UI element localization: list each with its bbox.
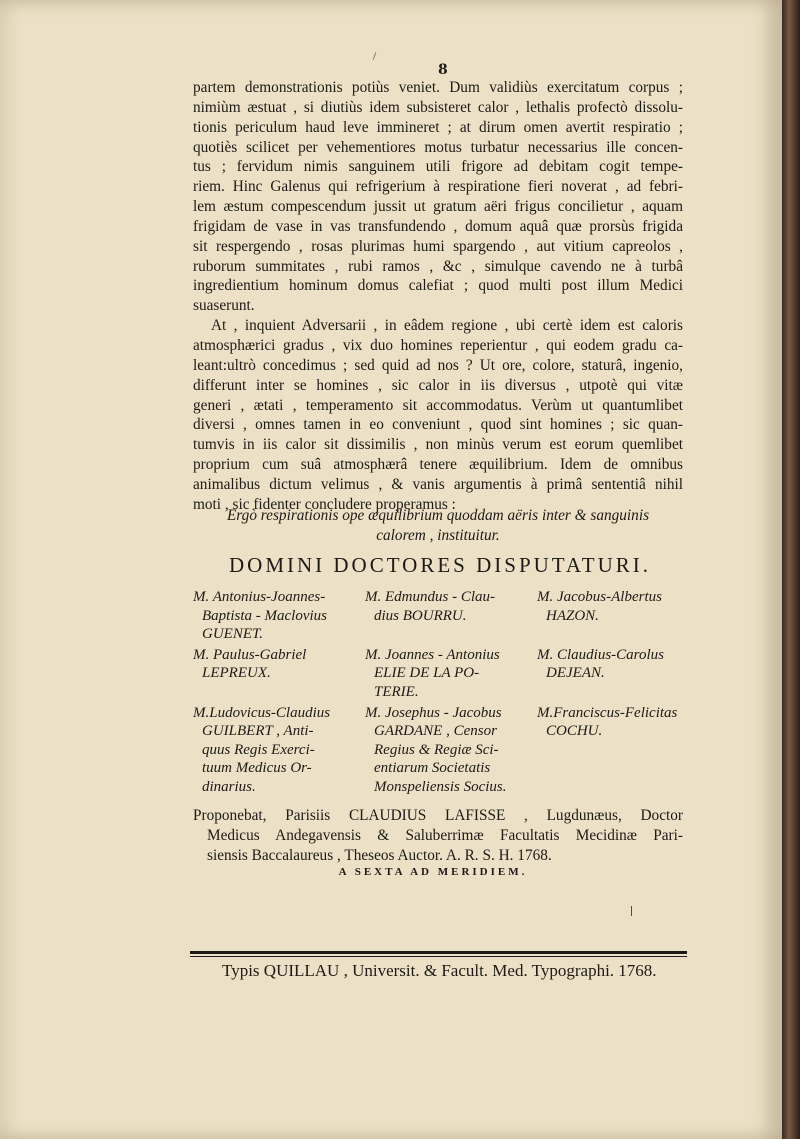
proposer-line: Medicus Andegavensis & Saluberrimæ Facultatis Mecidinæ Pari- [207, 827, 683, 844]
text-line: tionis periculum haud leve immineret ; at dirum omen avertit respiratio ; [193, 118, 683, 136]
doctor-name-line: M. Josephus - Jacobus [365, 704, 502, 721]
text-line: sit respergendo , rosas plurimas humi spargendo , aut vitium capreolos , [193, 237, 683, 255]
doctor-name-line: GARDANE , Censor [374, 723, 497, 740]
doctor-name-line: Baptista - Maclovius [202, 607, 327, 624]
printer-rule [190, 951, 687, 954]
text-line: quotiès scilicet per vehementiores motus turbatur necessarius ille concen- [193, 138, 683, 156]
text-line: generi , ætati , temperamento sit accommodatus. Verùm ut quantumlibet [193, 396, 683, 414]
doctor-name-line: COCHU. [546, 723, 603, 740]
doctors-list [193, 588, 733, 797]
text-line: ingredientium hominum domus calefiat ; quod multi post illum Medici [193, 277, 683, 295]
doctor-entry [537, 588, 727, 644]
doctor-name-line: M.Franciscus-Felicitas [537, 704, 678, 721]
doctor-entry [365, 704, 537, 797]
text-line: ruborum summitates , rubi ramos , &c , simulque cavendo ne à turbâ [193, 257, 683, 275]
doctor-name-line: M. Claudius-Carolus [537, 646, 664, 663]
doctor-name-line: Regius & Regiæ Sci- [374, 741, 499, 758]
text-line: suaserunt. [193, 297, 255, 315]
book-edge [782, 0, 800, 1139]
doctor-name-line: DEJEAN. [546, 665, 605, 682]
printer-rule [190, 956, 687, 957]
proposer-line: Proponebat, Parisiis CLAUDIUS LAFISSE , Lugdunæus, Doctor [193, 807, 683, 824]
proposer-line: siensis Baccalaureus , Theseos Auctor. A. R. S. H. 1768. [207, 847, 552, 864]
text-line: differunt inter se homines , sic calor in iis diversus , utpotè qui vitæ [193, 376, 683, 394]
doctor-name-line: M. Paulus-Gabriel [193, 646, 307, 663]
doctor-name-line: TERIE. [374, 683, 419, 700]
printer-imprint: Typis QUILLAU , Universit. & Facult. Med. Typographi. 1768. [222, 961, 657, 980]
doctor-name-line: M. Edmundus - Clau- [365, 589, 495, 605]
doctor-entry [193, 704, 365, 797]
doctor-entry [537, 646, 727, 702]
text-line: atmosphærici gradus , vix duo homines reperientur , qui eodem gradu ca- [193, 336, 683, 354]
doctor-name-line: HAZON. [546, 607, 599, 624]
text-line: tumvis in iis calor sit dissimilis , non minùs verum est eorum quemlibet [193, 436, 683, 454]
doctor-entry [537, 704, 727, 797]
disputation-time: A SEXTA AD MERIDIEM. [338, 866, 528, 878]
doctor-name-line: dinarius. [202, 778, 256, 795]
doctor-name-line: entiarum Societatis [374, 760, 491, 777]
text-line: lem æstum compescendum jussit ut gratum aëri frigus concilietur , aquam [193, 198, 683, 216]
text-line: leant:ultrò concedimus ; sed quid ad nos ? Ut ore, colore, staturâ, ingenio, [193, 356, 683, 374]
doctor-name-line: M. Joannes - Antonius [365, 646, 500, 663]
text-line: nimiùm æstuat , si diutiùs idem subsisteret calor , lethalis profectò dissolu- [193, 98, 683, 116]
doctor-name-line: dius BOURRU. [374, 607, 467, 624]
doctor-name-line: M.Ludovicus-Claudius [193, 704, 331, 721]
ink-mark [373, 52, 377, 60]
doctor-name-line: M. Antonius-Joannes- [193, 589, 326, 605]
doctor-name-line: quus Regis Exerci- [202, 741, 315, 758]
text-line: tus ; fervidum nimis sanguinem utili frigore ad debitam cogit tempe- [193, 158, 683, 176]
doctor-name-line: Monspeliensis Socius. [374, 778, 507, 795]
doctor-name-line: tuum Medicus Or- [202, 760, 312, 777]
doctor-entry [365, 646, 537, 702]
doctor-name-line: M. Jacobus-Albertus [537, 589, 662, 605]
text-line: frigidam de vase in vas transfundendo , domum aquâ quæ prorsùs frigida [193, 217, 683, 235]
ink-mark [631, 906, 632, 916]
text-line: diversi , omnes tamen in eo conveniunt , quod sint homines ; sic quan- [193, 416, 683, 434]
doctor-entry [193, 588, 365, 644]
text-line: At , inquient Adversarii , in eâdem regione , ubi certè idem est caloris [211, 317, 683, 335]
text-line: proprium cum suâ atmosphærâ tenere æquilibrium. Idem de omnibus [193, 456, 683, 474]
conclusion-line: Ergò respirationis ope æquilibrium quoddam aëris inter & sanguinis [226, 507, 650, 524]
text-line: animalibus dictum velimus , & vanis argumentis à primâ sententiâ nihil [193, 475, 683, 493]
doctor-entry [365, 588, 537, 644]
text-line: moti , sic fidenter concludere properamus : [193, 495, 456, 513]
doctor-name-line: GUILBERT , Anti- [202, 723, 314, 740]
proposer-notice [193, 806, 683, 866]
doctor-name-line: LEPREUX. [202, 665, 271, 682]
doctor-entry [193, 646, 365, 702]
doctor-name-line: GUENET. [202, 626, 263, 643]
body-text [193, 78, 683, 515]
doctor-name-line: ELIE DE LA PO- [374, 665, 480, 682]
page-number: 8 [438, 62, 448, 78]
conclusion-line: calorem , instituitur. [376, 527, 500, 544]
text-line: partem demonstrationis potiùs veniet. Dum validiùs exercitatum corpus ; [193, 79, 683, 96]
text-line: riem. Hinc Galenus qui refrigerium à respiratione fieri noverat , ad febri- [193, 178, 683, 196]
doctors-heading: DOMINI DOCTORES DISPUTATURI. [228, 553, 652, 577]
conclusion [193, 506, 683, 546]
